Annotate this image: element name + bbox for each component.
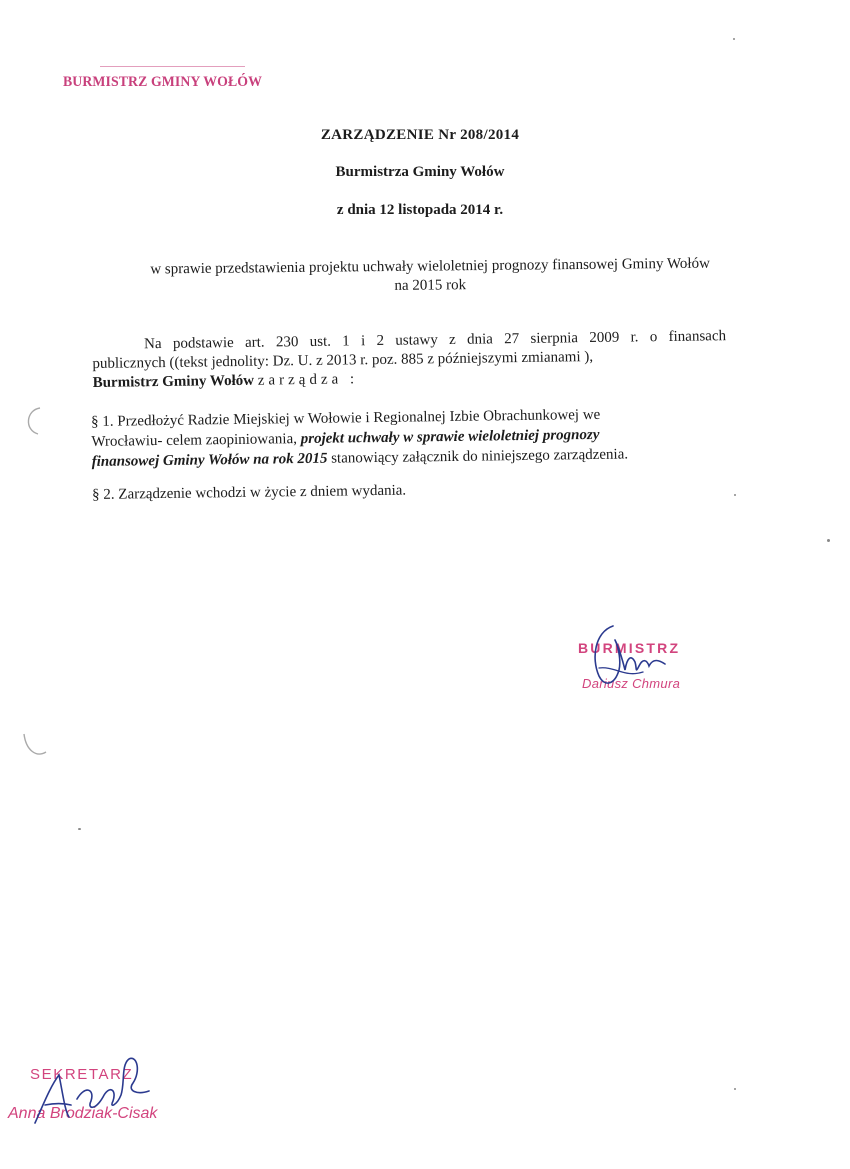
- scan-speck: [733, 38, 735, 40]
- punch-hole-icon: [20, 728, 50, 762]
- punch-hole-icon: [20, 404, 46, 438]
- document-issuer: Burmistrza Gminy Wołów: [335, 164, 505, 180]
- section-1-line-3: finansowej Gminy Wołów na rok 2015 stanowiący załącznik do niniejszego zarządzenia.: [91, 446, 629, 470]
- section-1-line-2: Wrocławiu- celem zaopiniowania, projekt uchwały w sprawie wieloletniej prognozy: [91, 426, 600, 450]
- document-title: ZARZĄDZENIE Nr 208/2014: [320, 127, 520, 143]
- sekretarz-signature-icon: [25, 1045, 165, 1135]
- sekretarz-stamp-title: SEKRETARZ: [30, 1066, 134, 1083]
- header-issuer-stamp: BURMISTRZ GMINY WOŁÓW: [63, 74, 262, 90]
- burmistrz-signature-icon: [585, 618, 695, 708]
- header-stamp-underline: [100, 66, 245, 67]
- subject-line-2: na 2015 rok: [394, 277, 467, 294]
- legal-basis-paragraph: [92, 327, 727, 393]
- burmistrz-stamp-title: BURMISTRZ: [578, 640, 681, 656]
- section-1-paragraph: [91, 404, 732, 473]
- document-date: z dnia 12 listopada 2014 r.: [336, 202, 504, 218]
- document-subject: [100, 254, 760, 299]
- section-2-paragraph: § 2. Zarządzenie wchodzi w życie z dniem wydania.: [92, 482, 407, 503]
- legal-basis-line-2: publicznych ((tekst jednolity: Dz. U. z 2013 r. poz. 885 z późniejszymi zmianami ),: [92, 349, 594, 372]
- sekretarz-stamp-name: Anna Brodziak-Cisak: [8, 1105, 158, 1122]
- scan-speck: [78, 828, 81, 830]
- scan-speck: [734, 1088, 736, 1090]
- legal-basis-verb: zarządza :: [257, 371, 359, 389]
- scan-speck: [827, 539, 830, 542]
- legal-basis-line-1: Na podstawie art. 230 ust. 1 i 2 ustawy z dnia 27 sierpnia 2009 r. o finansach: [144, 328, 727, 353]
- section-1-line-1: § 1. Przedłożyć Radzie Miejskiej w Wołowie i Regionalnej Izbie Obrachunkowej we: [91, 406, 601, 430]
- section-1-project-title-part-2: finansowej Gminy Wołów na rok 2015: [91, 450, 328, 470]
- section-1-project-title-part-1: projekt uchwały w sprawie wieloletniej prognozy: [300, 426, 600, 448]
- subject-line-1: w sprawie przedstawienia projektu uchwały wieloletniej prognozy finansowej Gminy Wołów: [150, 255, 710, 278]
- legal-basis-issuer: Burmistrz Gminy Wołów: [92, 372, 255, 391]
- scan-speck: [734, 494, 736, 496]
- burmistrz-stamp-name: Dariusz Chmura: [582, 676, 681, 691]
